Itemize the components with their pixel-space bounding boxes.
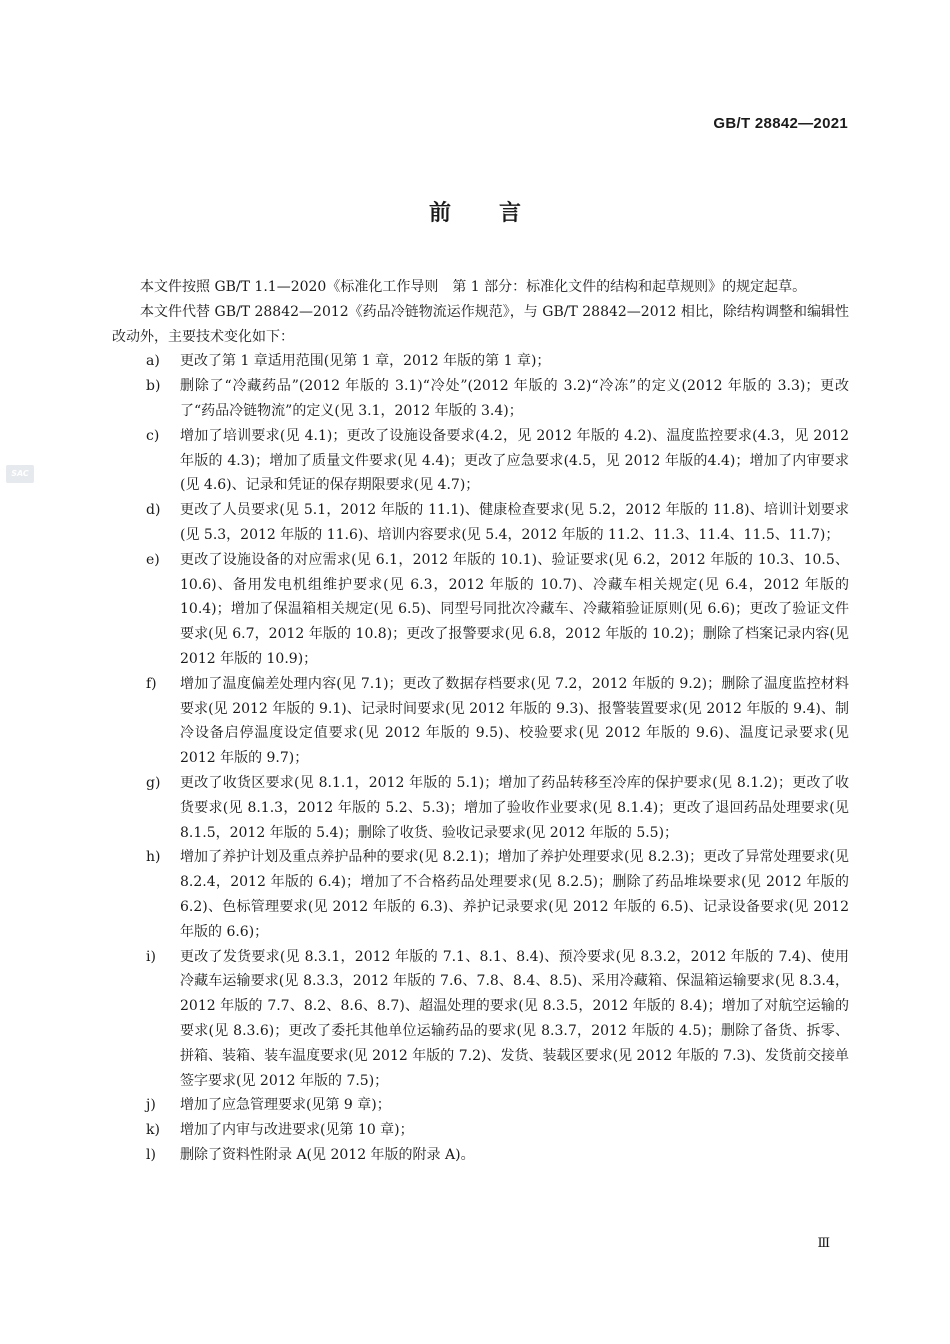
sac-logo-icon: SAC — [6, 465, 34, 483]
list-marker: a) — [146, 353, 160, 370]
list-item-text: 增加了内审与改进要求(见第 10 章)； — [180, 1122, 414, 1139]
list-marker: j) — [146, 1097, 156, 1114]
list-item-text: 增加了温度偏差处理内容(见 7.1)；更改了数据存档要求(见 7.2，2012 年版的 9.2)；删除了温度监控材料要求(见 2012 年版的 9.1)、记录时间要求(见 2012 年版的 9.3)、报警装置要求(见 2012 年版的 9.4)、制冷设备启停温度设定值要求(见 2012 年版的 9.5)、校验要求(见 2012 年版的 9.6)、温度记录要求(见 2012 年版的 9.7)； — [180, 675, 849, 767]
list-item-text: 更改了设施设备的对应需求(见 6.1，2012 年版的 10.1)、验证要求(见 6.2，2012 年版的 10.3、10.5、10.6)、备用发电机组维护要求(见 6.3，2012 年版的 10.7)、冷藏车相关规定(见 6.4，2012 年版的 10.4)；增加了保温箱相关规定(见 6.5)、同型号同批次冷藏车、冷藏箱验证原则(见 6.6)；更改了验证文件要求(见 6.7，2012 年版的 10.8)；更改了报警要求(见 6.8，2012 年版的 10.2)；删除了档案记录内容(见 2012 年版的 10.9)； — [180, 551, 849, 667]
list-item — [112, 1093, 849, 1118]
list-item-text: 增加了养护计划及重点养护品种的要求(见 8.2.1)；增加了养护处理要求(见 8.2.3)；更改了异常处理要求(见 8.2.4，2012 年版的 6.4)；增加了不合格药品处理要求(见 8.2.5)；删除了药品堆垛要求(见 2012 年版的 6.2)、色标管理要求(见 2012 年版的 6.3)、养护记录要求(见 2012 年版的 6.5)、记录设备要求(见 2012 年版的 6.6)； — [180, 849, 849, 940]
list-item — [112, 374, 849, 424]
list-marker: l) — [146, 1146, 156, 1163]
list-item — [112, 1143, 849, 1168]
list-marker: f) — [146, 675, 157, 692]
list-item-text: 更改了收货区要求(见 8.1.1，2012 年版的 5.1)；增加了药品转移至冷库的保护要求(见 8.1.2)；更改了收货要求(见 8.1.3，2012 年版的 5.2、5.3)；增加了验收作业要求(见 8.1.4)；更改了退回药品处理要求(见 8.1.5，2012 年版的 5.4)；删除了收货、验收记录要求(见 2012 年版的 5.5)； — [180, 774, 849, 841]
list-item-text: 增加了培训要求(见 4.1)；更改了设施设备要求(4.2，见 2012 年版的 4.2)、温度监控要求(4.3，见 2012 年版的 4.3)；增加了质量文件要求(见 4.4)；更改了应急要求(4.5，见 2012 年版的4.4)；增加了内审要求(见 4.6)、记录和凭证的保存期限要求(见 4.7)； — [180, 427, 849, 494]
list-item — [112, 672, 849, 771]
list-marker: k) — [146, 1122, 160, 1139]
list-item-text: 更改了发货要求(见 8.3.1，2012 年版的 7.1、8.1、8.4)、预冷要求(见 8.3.2，2012 年版的 7.4)、使用冷藏车运输要求(见 8.3.3，2012 年版的 7.6、7.8、8.4、8.5)、采用冷藏箱、保温箱运输要求(见 8.3.4，2012 年版的 7.7、8.2、8.6、8.7)、超温处理的要求(见 8.3.5，2012 年版的 8.4)；增加了对航空运输的要求(见 8.3.6)；更改了委托其他单位运输药品的要求(见 8.3.7，2012 年版的 4.5)；删除了备货、拆零、拼箱、装箱、装车温度要求(见 2012 年版的 7.2)、发货、装载区要求(见 2012 年版的 7.3)、发货前交接单签字要求(见 2012 年版的 7.5)； — [180, 948, 849, 1089]
list-item-text: 增加了应急管理要求(见第 9 章)； — [180, 1097, 391, 1114]
list-marker: e) — [146, 551, 160, 568]
list-marker: d) — [146, 502, 161, 519]
list-marker: b) — [146, 378, 161, 395]
foreword-body — [112, 275, 849, 1168]
list-marker: i) — [146, 948, 156, 965]
intro-paragraph-drafting-rules: 本文件按照 GB/T 1.1—2020《标准化工作导则 第 1 部分：标准化文件的结构和起草规则》的规定起草。 — [140, 279, 807, 295]
page-title: 前言 — [428, 201, 569, 226]
list-item-text: 删除了资料性附录 A(见 2012 年版的附录 A)。 — [180, 1146, 475, 1163]
list-item — [112, 424, 849, 498]
list-item-text: 更改了第 1 章适用范围(见第 1 章，2012 年版的第 1 章)； — [180, 353, 551, 370]
list-item — [112, 349, 849, 374]
intro-paragraph-replacement: 本文件代替 GB/T 28842—2012《药品冷链物流运作规范》，与 GB/T 28842—2012 相比，除结构调整和编辑性改动外，主要技术变化如下： — [112, 303, 849, 345]
list-marker: g) — [146, 774, 161, 791]
list-item — [112, 1118, 849, 1143]
list-item — [112, 845, 849, 944]
list-marker: c) — [146, 427, 160, 444]
page-number: Ⅲ — [817, 1236, 830, 1251]
document-number: GB/T 28842—2021 — [713, 115, 848, 132]
list-item-text: 删除了“冷藏药品”(2012 年版的 3.1)“冷处”(2012 年版的 3.2)“冷冻”的定义(2012 年版的 3.3)；更改了“药品冷链物流”的定义(见 3.1，2012 年版的 3.4)； — [180, 378, 849, 419]
list-item — [112, 548, 849, 672]
list-item — [112, 771, 849, 845]
list-item — [112, 498, 849, 548]
list-item-text: 更改了人员要求(见 5.1，2012 年版的 11.1)、健康检查要求(见 5.2，2012 年版的 11.8)、培训计划要求(见 5.3，2012 年版的 11.6)、培训内容要求(见 5.4，2012 年版的 11.2、11.3、11.4、11.5、11.7)； — [180, 502, 849, 543]
list-item — [112, 945, 849, 1094]
list-marker: h) — [146, 849, 161, 866]
